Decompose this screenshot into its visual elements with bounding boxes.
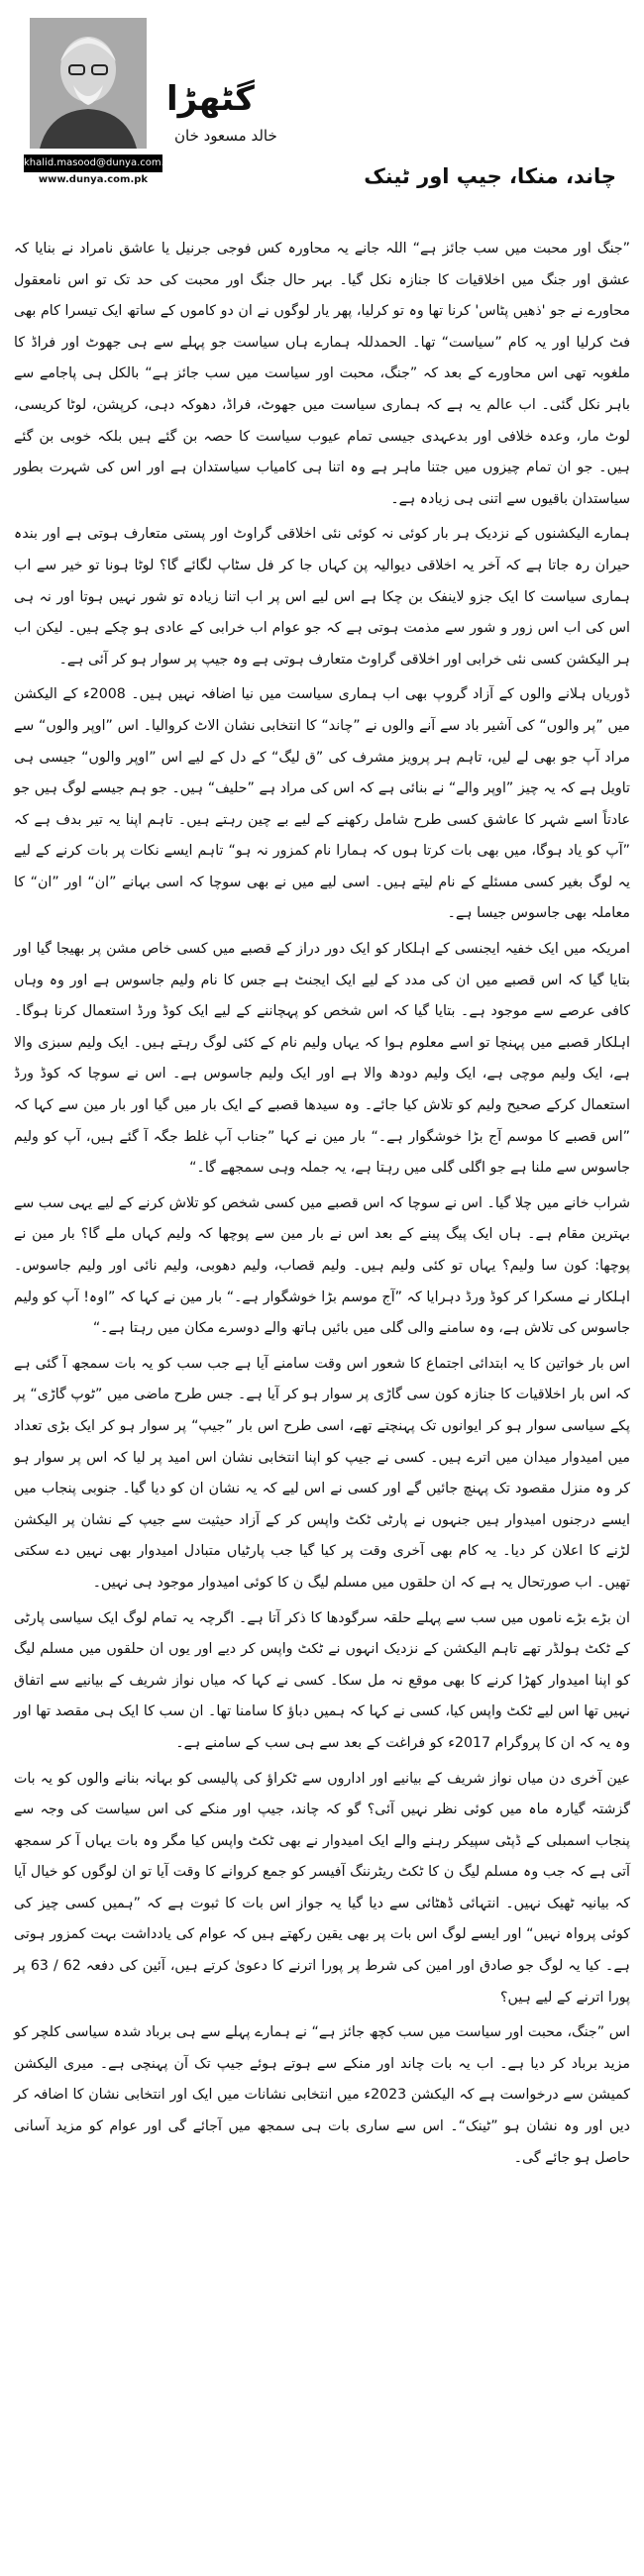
article-paragraph: اس بار خواتین کا یہ ابتدائی اجتماع کا شعور اس وقت سامنے آیا ہے جب سب کو یہ بات سمجھ آ گئی ہے کہ اس بار اخلاقیات کا جنازہ کون سی گاڑی پر سوار ہو کر آیا ہے۔ جس طرح ماضی میں ”ٹوپ گاڑی“ پر پکے سیاسی سوار ہو کر ایوانوں تک پہنچتے تھے، اسی طرح اس بار ”جیپ“ پر سوار ہو کر ایک بڑی تعداد میں امیدوار میدان میں اترے ہیں۔ کسی نے جیپ کو اپنا انتخابی نشان اس امید پر لیا کہ اس پر سوار ہو کر وہ منزل مقصود تک پہنچ جائیں گے اور کسی نے اس لیے کہ یہ نشان ان کو دیا گیا۔ جنوبی پنجاب میں ایسے درجنوں امیدوار ہیں جنہوں نے پارٹی ٹکٹ واپس کر کے آزاد حیثیت سے جیپ کے نشان پر الیکشن لڑنے کا اعلان کر دیا۔ یہ کام بھی آخری وقت پر کیا گیا جب پارٹیاں متبادل امیدوار بھی نہیں دے سکتی تھیں۔ اب صورتحال یہ ہے کہ ان حلقوں میں مسلم لیگ ن کا کوئی امیدوار موجود ہی نہیں۔ (14, 1355, 630, 1591)
author-name: خالد مسعود خان (174, 127, 277, 145)
article-headline: چاند، منکا، جیپ اور ٹینک (364, 164, 616, 188)
column-header (0, 0, 644, 228)
article-paragraph: امریکہ میں ایک خفیہ ایجنسی کے اہلکار کو ایک دور دراز کے قصبے میں کسی خاص مشن پر بھیجا گیا اور بتایا گیا کہ اس قصبے میں ان کی مدد کے لیے ایک ایجنٹ ہے جس کا نام ولیم جاسوس ہے اور وہ وہاں کافی عرصے سے موجود ہے۔ بتایا گیا کہ اس شخص کو پہچاننے کے لیے ایک کوڈ ورڈ استعمال کرنا ہوگا۔ اہلکار قصبے میں پہنچا تو اسے معلوم ہوا کہ یہاں ولیم نام کے کئی لوگ رہتے ہیں۔ ایک ولیم سبزی والا ہے، ایک ولیم موچی ہے، ایک ولیم دودھ والا ہے اور ایک ولیم جاسوس ہے۔ اس نے سوچا کہ کوڈ ورڈ استعمال کرکے صحیح ولیم کو تلاش کیا جائے۔ وہ سیدھا قصبے کے ایک بار میں گیا اور بار مین سے کہا کہ ”اس قصبے کا موسم آج بڑا خوشگوار ہے۔“ بار مین نے کہا ”جناب آپ غلط جگہ آ گئے ہیں، آپ کو ولیم جاسوس سے ملنا ہے جو اگلی گلی میں رہتا ہے، یہ جملہ وہی سمجھے گا۔“ (14, 941, 630, 1177)
article-paragraph: ان بڑے بڑے ناموں میں سب سے پہلے حلقہ سرگودھا کا ذکر آتا ہے۔ اگرچہ یہ تمام لوگ ایک سیاسی پارٹی کے ٹکٹ ہولڈر تھے تاہم الیکشن کے نزدیک انہوں نے ٹکٹ واپس کر دیے اور یوں ان حلقوں میں مسلم لیگ کو اپنا امیدوار کھڑا کرنے کا بھی موقع نہ مل سکا۔ کسی نے کہا کہ میاں نواز شریف کے بیانیے سے اتفاق نہیں تھا اس لیے ٹکٹ واپس کیا، کسی نے کہا کہ ہمیں دباؤ کا سامنا تھا۔ ان سب کا ایک ہی مقصد تھا اور وہ یہ کہ ان کا پروگرام 2017ء کو فراغت کے بعد سے ہی سب کے سامنے ہے۔ (14, 1609, 630, 1751)
author-photo (30, 18, 147, 149)
author-email: khalid.masood@dunya.com.pk (24, 155, 162, 172)
article-paragraph: ہمارے الیکشنوں کے نزدیک ہر بار کوئی نہ کوئی نئی اخلاقی گراوٹ اور پستی متعارف ہوتی ہے اور بندہ حیران رہ جاتا ہے کہ آخر یہ اخلاقی دیوالیہ پن کہاں جا کر فل سٹاپ لگائے گا؟ لوٹا ہونا تو خیر سے اب ہماری سیاست کا ایک جزو لاینفک بن چکا ہے اس لیے اس پر اب اتنا زیادہ تو شور نہیں ہوتا اور نہ ہی اس کی اب اس زور و شور سے مذمت ہوتی ہے کہ جو عوام اب خرابی کے عادی ہو چکے ہیں۔ لیکن اب ہر الیکشن کسی نئی خرابی اور اخلاقی گراوٹ متعارف ہوتی ہے وہ جیپ پر سوار ہو کر آئی ہے۔ (14, 526, 630, 668)
site-url: www.dunya.com.pk (38, 174, 149, 185)
column-title: گٹھڑا (166, 79, 255, 119)
author-portrait-icon (30, 18, 147, 149)
article-paragraph: عین آخری دن میاں نواز شریف کے بیانیے اور اداروں سے ٹکراؤ کی پالیسی کو بہانہ بنانے والوں کو یہ بات گزشتہ گیارہ ماہ میں کوئی نظر نہیں آئی؟ گو کہ چاند، جیپ اور منکے کی اس سیاست کی وجہ سے پنجاب اسمبلی کے ڈپٹی سپیکر رہنے والے ایک امیدوار نے بھی ٹکٹ واپس کیا مگر وہ بات یہاں آ کر سمجھ آتی ہے کہ جب وہ مسلم لیگ ن کا ٹکٹ ریٹرننگ آفیسر کو جمع کروانے کا وقت آیا تو ان لوگوں کو خیال آیا کہ بیانیہ ٹھیک نہیں۔ انتہائی ڈھٹائی سے دیا گیا یہ جواز اس بات کا ثبوت ہے کہ ”ہمیں کسی چیز کی کوئی پرواہ نہیں“ اور ایسے لوگ اس بات پر بھی یقین رکھتے ہیں کہ عوام کی یادداشت بہت کمزور ہوتی ہے۔ کیا یہ لوگ جو صادق اور امین کی شرط پر پورا اترنے کا دعویٰ کرتے ہیں، آئین کی دفعہ 62 / 63 پر پورا اترنے کے لیے ہیں؟ (14, 1770, 630, 2006)
article-paragraph: ”جنگ اور محبت میں سب جائز ہے“ اللہ جانے یہ محاورہ کس فوجی جرنیل یا عاشق نامراد نے بنایا کہ عشق اور جنگ میں اخلاقیات کا جنازہ نکل گیا۔ بہر حال جنگ اور محبت کی حد تک تو اس نامعقول محاورے نے جو 'ذھیں پٹاس' کرنا تھا وہ تو کرلیا، پھر یار لوگوں نے ان دو کاموں کے ساتھ ایک تیسرا کام بھی فٹ کرلیا اور یہ کام ”سیاست“ تھا۔ الحمدللہ ہمارے ہاں سیاست جو پہلے سے ہی جھوٹ اور فراڈ کا ملغوبہ تھی اس محاورے کے بعد کہ ”جنگ، محبت اور سیاست میں سب جائز ہے“ بالکل ہی پاجامے سے باہر نکل گئی۔ اب عالم یہ ہے کہ ہماری سیاست میں جھوٹ، فراڈ، دھوکہ دہی، کرپشن، لوٹا کریسی، لوٹ مار، وعدہ خلافی اور بدعہدی جیسی تمام عیوب سیاست کا حصہ بن گئے ہیں بلکہ خوبی بن گئے ہیں۔ جو ان تمام چیزوں میں جتنا ماہر ہے وہ اتنا ہی کامیاب سیاستدان ہے اور اس کی شہرت بطور سیاستدان باقیوں سے اتنی ہی زیادہ ہے۔ (14, 241, 630, 507)
article-paragraph: شراب خانے میں چلا گیا۔ اس نے سوچا کہ اس قصبے میں کسی شخص کو تلاش کرنے کے لیے یہی سب سے بہترین مقام ہے۔ ہاں ایک پیگ پینے کے بعد اس نے بار مین سے پوچھا کہ ولیم کہاں ملے گا؟ بار مین نے پوچھا: کون سا ولیم؟ یہاں تو کئی ولیم ہیں۔ ولیم قصاب، ولیم دھوبی، ولیم نائی اور ولیم جاسوس۔ اہلکار نے مسکرا کر کوڈ ورڈ دہرایا کہ ”آج موسم بڑا خوشگوار ہے۔“ بار مین نے کہا کہ ”اوہ! آپ کو ولیم جاسوس کی تلاش ہے، وہ سامنے والی گلی میں بائیں ہاتھ والے دوسرے مکان میں رہتا ہے۔“ (14, 1194, 630, 1337)
article-body (14, 234, 630, 2178)
article-paragraph: اس ”جنگ، محبت اور سیاست میں سب کچھ جائز ہے“ نے ہمارے پہلے سے ہی برباد شدہ سیاسی کلچر کو مزید برباد کر دیا ہے۔ اب یہ بات چاند اور منکے سے ہوتے ہوئے جیپ تک آن پہنچی ہے۔ میری الیکشن کمیشن سے درخواست ہے کہ الیکشن 2023ء میں انتخابی نشانات میں ایک اور انتخابی نشان کا اضافہ کر دیں اور وہ نشان ہو ”ٹینک“۔ اس سے ساری بات ہی سمجھ میں آجائے گی اور عوام کو مزید آسانی حاصل ہو جائے گی۔ (14, 2024, 630, 2166)
article-paragraph: ڈوریاں ہلانے والوں کے آزاد گروپ بھی اب ہماری سیاست میں نیا اضافہ نہیں ہیں۔ 2008ء کے الیکشن میں ”پر والوں“ کی آشیر باد سے آنے والوں نے ”چاند“ کا انتخابی نشان الاٹ کروالیا۔ اس ”اوپر والوں“ سے مراد آپ جو بھی لے لیں، تاہم ہر پرویز مشرف کی ”ق لیگ“ کے دل کے لیے اس ”اوپر والوں“ جیسی ہی تاویل ہے کہ یہ چیز ”اوپر والے“ نے بنائی ہے کہ اس کی مراد ہے ”حلیف“ ہیں۔ جو ہم جیسے لوگ ہیں جو عادتاً اسے شہر کا عاشق کسی طرح شامل رکھنے کے لیے بے چین رہتے ہیں۔ تاہم اپنا یہ تیر بدف ہے کہ ”آپ کو یاد ہوگا، میں بھی بات کرتا ہوں کہ ہمارا نام کمزور نہ ہو“ تاہم ایسے نکات پر بات کرنے کے لیے یہ لوگ بغیر کسی مسئلے کے نام لیتے ہیں۔ اسی لیے میں نے بھی سوچا کہ اسی بہانے ”ان“ اور ”ان“ کا معاملہ بھی جاسوس جیسا ہے۔ (14, 686, 630, 922)
